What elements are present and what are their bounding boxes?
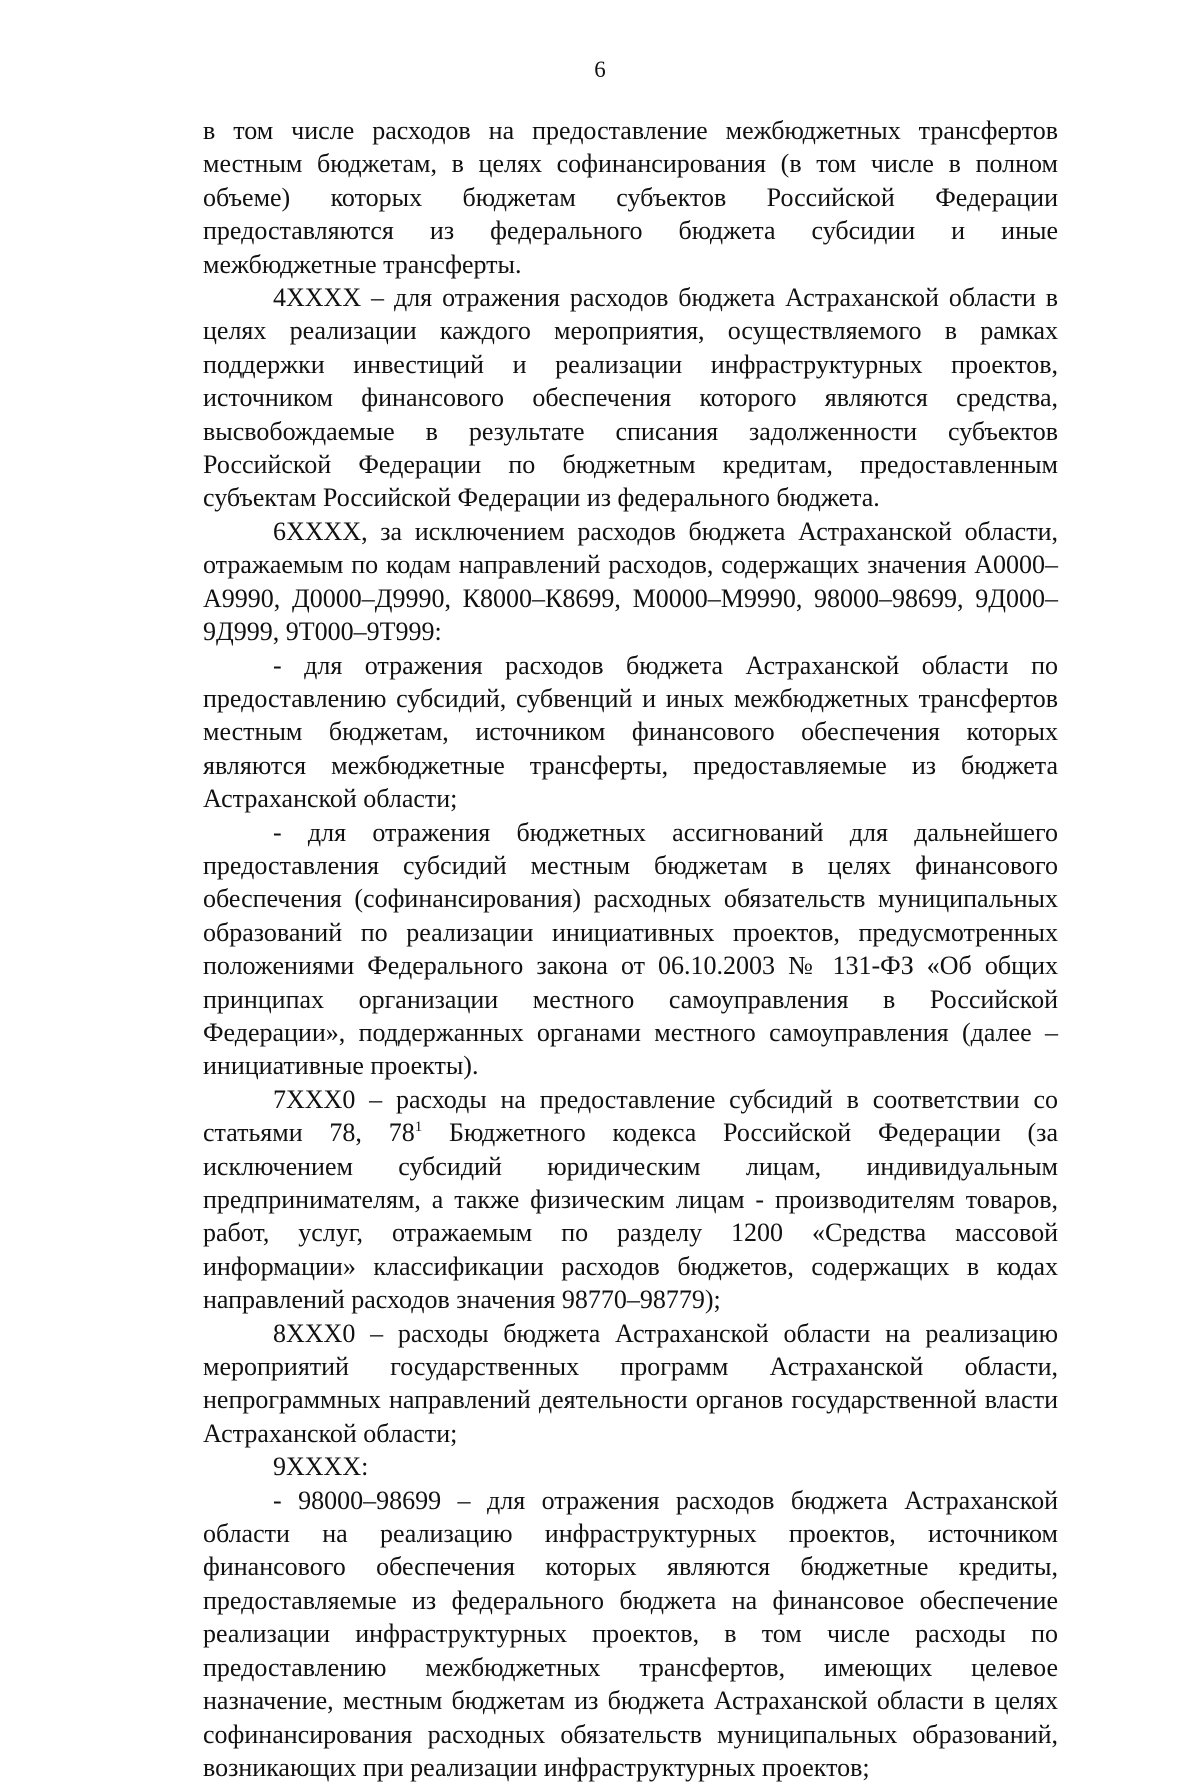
paragraph-continuation: в том числе расходов на предоставление межбюджетных трансфертов местным бюджетам, в целях софинансирования (в том числе в полном объеме) которых бюджетам субъектов Российской Федерации предоставляются из федерального бюджета субсидии и иные межбюджетные трансферты. [203, 116, 1058, 279]
page-number: 6 [594, 57, 606, 82]
paragraph-9xxxx-heading: 9ХХХХ: [273, 1452, 369, 1482]
paragraph-6xxxx: 6ХХХХ, за исключением расходов бюджета Астраханской области, отражаемым по кодам направлений расходов, содержащих значения А0000–А9990, Д0000–Д9990, К8000–К8699, М0000–М9990, 98000–98699, 9Д000–9Д999, 9Т000–9Т999: [203, 516, 1058, 647]
paragraph-9xxxx-item-1: - 98000–98699 – для отражения расходов бюджета Астраханской области на реализацию инфраструктурных проектов, источником финансового обеспечения которых являются бюджетные кредиты, предоставляемые из федерального бюджета на финансовое обеспечение реализации инфраструктурных проектов, в том числе расходы по предоставлению межбюджетных трансфертов, имеющих целевое назначение, местным бюджетам из бюджета Астраханской области в целях софинансирования расходных обязательств муниципальных образований, возникающих при реализации инфраструктурных проектов; [203, 1485, 1058, 1782]
paragraph-6xxxx-item-2: - для отражения бюджетных ассигнований для дальнейшего предоставления субсидий местным бюджетам в целях финансового обеспечения (софинансирования) расходных обязательств муниципальных образований по реализации инициативных проектов, предусмотренных положениями Федерального закона от 06.10.2003 № 131-ФЗ «Об общих принципах организации местного самоуправления в Российской Федерации», поддержанных органами местного самоуправления (далее – инициативные проекты). [203, 817, 1058, 1081]
paragraph-4xxxx: 4ХХХХ – для отражения расходов бюджета Астраханской области в целях реализации каждого мероприятия, осуществляемого в рамках поддержки инвестиций и реализации инфраструктурных проектов, источником финансового обеспечения которого являются средства, высвобождаемые в результате списания задолженности субъектов Российской Федерации по бюджетным кредитам, предоставленным субъектам Российской Федерации из федерального бюджета. [203, 283, 1058, 513]
paragraph-7xxx0 [203, 1083, 1058, 1317]
article-superscript: 1 [414, 1119, 423, 1136]
paragraph-7xxx0-text-before: 7ХХХ0 – расходы на предоставление субсидий в соответствии со статьями 78, 78 [203, 1084, 1058, 1148]
paragraph-6xxxx-item-1: - для отражения расходов бюджета Астраханской области по предоставлению субсидий, субвенций и иных межбюджетных трансфертов местным бюджетам, источником финансового обеспечения которых являются межбюджетные трансферты, предоставляемые из бюджета Астраханской области; [203, 650, 1058, 814]
paragraph-8xxx0: 8ХХХ0 – расходы бюджета Астраханской области на реализацию мероприятий государственных программ Астраханской области, непрограммных направлений деятельности органов государственной власти Астраханской области; [203, 1318, 1058, 1448]
paragraph-7xxx0-text-after: Бюджетного кодекса Российской Федерации (за исключением субсидий юридическим лицам, индивидуальным предпринимателям, а также физическим лицам - производителям товаров, работ, услуг, отражаемым по разделу 1200 «Средства массовой информации» классификации расходов бюджетов, содержащих в кодах направлений расходов значения 98770–98779); [203, 1118, 1058, 1315]
document-body [203, 114, 1058, 1784]
